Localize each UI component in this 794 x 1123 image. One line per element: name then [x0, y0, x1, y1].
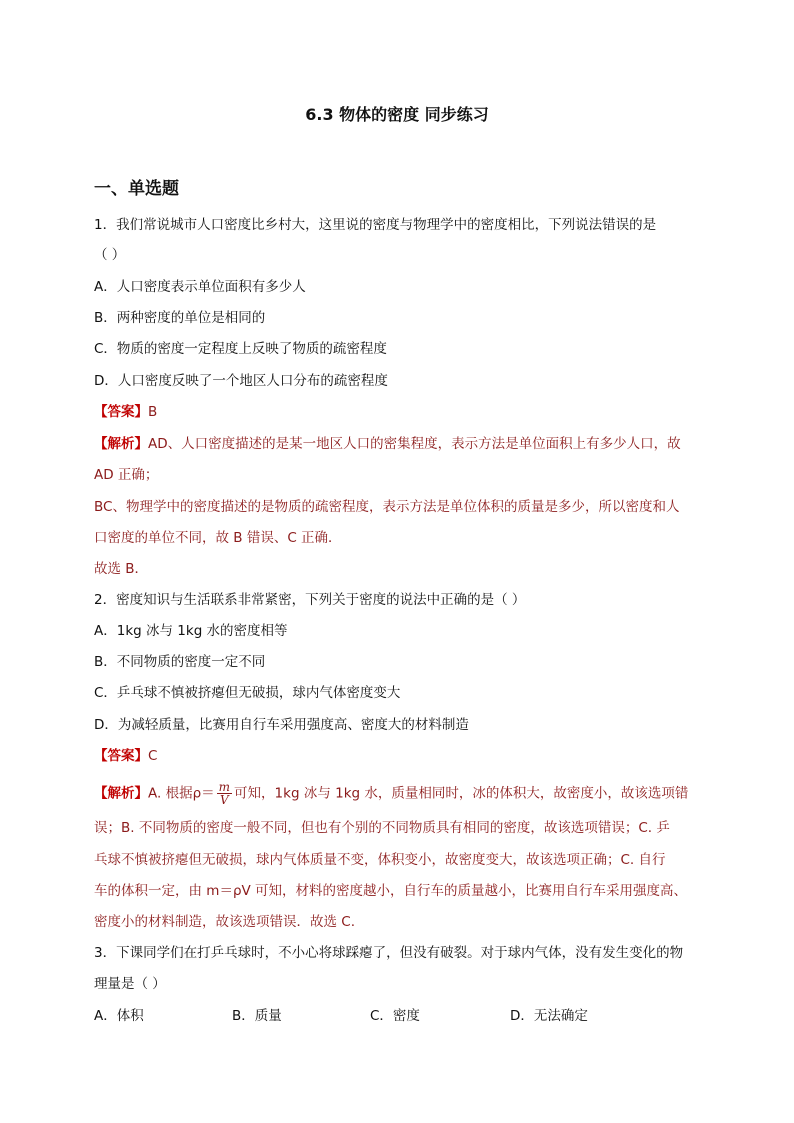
q1-answer-value: B: [148, 404, 158, 420]
q1-analysis-text1: AD、人口密度描述的是某一地区人口的密集程度，表示方法是单位面积上有多少人口，故: [148, 436, 681, 452]
q3-option-b: B．质量: [232, 1008, 282, 1024]
q2-analysis-line4: 车的体积一定，由 m＝ρV 可知，材料的密度越小，自行车的质量越小，比赛用自行车采用强度高、: [94, 883, 688, 899]
q3-stem-line1: 3．下课同学们在打乒乓球时，不小心将球踩瘪了，但没有破裂。对于球内气体，没有发生变化的物: [94, 945, 684, 961]
q2-stem-line1: 2．密度知识与生活联系非常紧密，下列关于密度的说法中正确的是（ ）: [94, 592, 526, 608]
page-title: 6.3 物体的密度 同步练习: [305, 105, 489, 124]
q2-analysis-line1: [94, 781, 688, 806]
q1-answer: [94, 402, 157, 422]
q2-analysis-line5: 密度小的材料制造，故该选项错误．故选 C.: [94, 914, 356, 930]
q1-analysis-line2: AD 正确；: [94, 467, 159, 483]
q3-option-d: D．无法确定: [510, 1008, 588, 1024]
q2-option-b: B．不同物质的密度一定不同: [94, 654, 266, 670]
q2-analysis-text1a: A. 根据ρ＝: [148, 785, 215, 802]
q2-option-c: C．乒乓球不慎被挤瘪但无破损，球内气体密度变大: [94, 685, 401, 701]
q3-stem-line2: 理量是（ ）: [94, 976, 166, 992]
q1-answer-label: 【答案】: [94, 404, 148, 420]
q1-stem-line2: （ ）: [94, 247, 126, 263]
formula-denominator: V: [220, 793, 229, 807]
q1-analysis-line3: BC、物理学中的密度描述的是物质的疏密程度，表示方法是单位体积的质量是多少，所以密度和人: [94, 499, 680, 515]
q2-option-a: A．1kg 冰与 1kg 水的密度相等: [94, 623, 288, 639]
formula-numerator: m: [218, 780, 231, 794]
q1-option-c: C．物质的密度一定程度上反映了物质的疏密程度: [94, 341, 387, 357]
q3-option-a: A．体积: [94, 1008, 144, 1024]
q2-answer-value: C: [148, 748, 158, 764]
q3-options-row: [94, 1006, 588, 1026]
q1-option-a: A．人口密度表示单位面积有多少人: [94, 279, 306, 295]
q2-analysis-line3: 乓球不慎被挤瘪但无破损，球内气体质量不变，体积变小，故密度变大，故该选项正确；C. 自行: [94, 852, 666, 868]
q3-option-c: C．密度: [370, 1008, 420, 1024]
q1-option-b: B．两种密度的单位是相同的: [94, 310, 266, 326]
q1-option-d: D．人口密度反映了一个地区人口分布的疏密程度: [94, 373, 388, 389]
q2-analysis-text1b: 可知，1kg 冰与 1kg 水，质量相同时，冰的体积大，故密度小，故该选项错: [234, 785, 689, 802]
q2-analysis-line2: 误；B. 不同物质的密度一般不同，但也有个别的不同物质具有相同的密度，故该选项错误；C. 乒: [94, 820, 670, 836]
q2-answer: [94, 746, 157, 766]
q1-analysis-label: 【解析】: [94, 436, 148, 452]
q2-analysis-label: 【解析】: [94, 785, 148, 802]
q2-answer-label: 【答案】: [94, 748, 148, 764]
q1-analysis-line1: [94, 434, 681, 454]
q1-analysis-line5: 故选 B．: [94, 561, 149, 577]
section-heading: 一、单选题: [94, 179, 179, 199]
density-formula-fraction: [217, 781, 232, 806]
q1-stem-line1: 1．我们常说城市人口密度比乡村大，这里说的密度与物理学中的密度相比，下列说法错误的是: [94, 217, 657, 233]
q2-option-d: D．为减轻质量，比赛用自行车采用强度高、密度大的材料制造: [94, 717, 469, 733]
q1-analysis-line4: 口密度的单位不同，故 B 错误、C 正确．: [94, 530, 342, 546]
